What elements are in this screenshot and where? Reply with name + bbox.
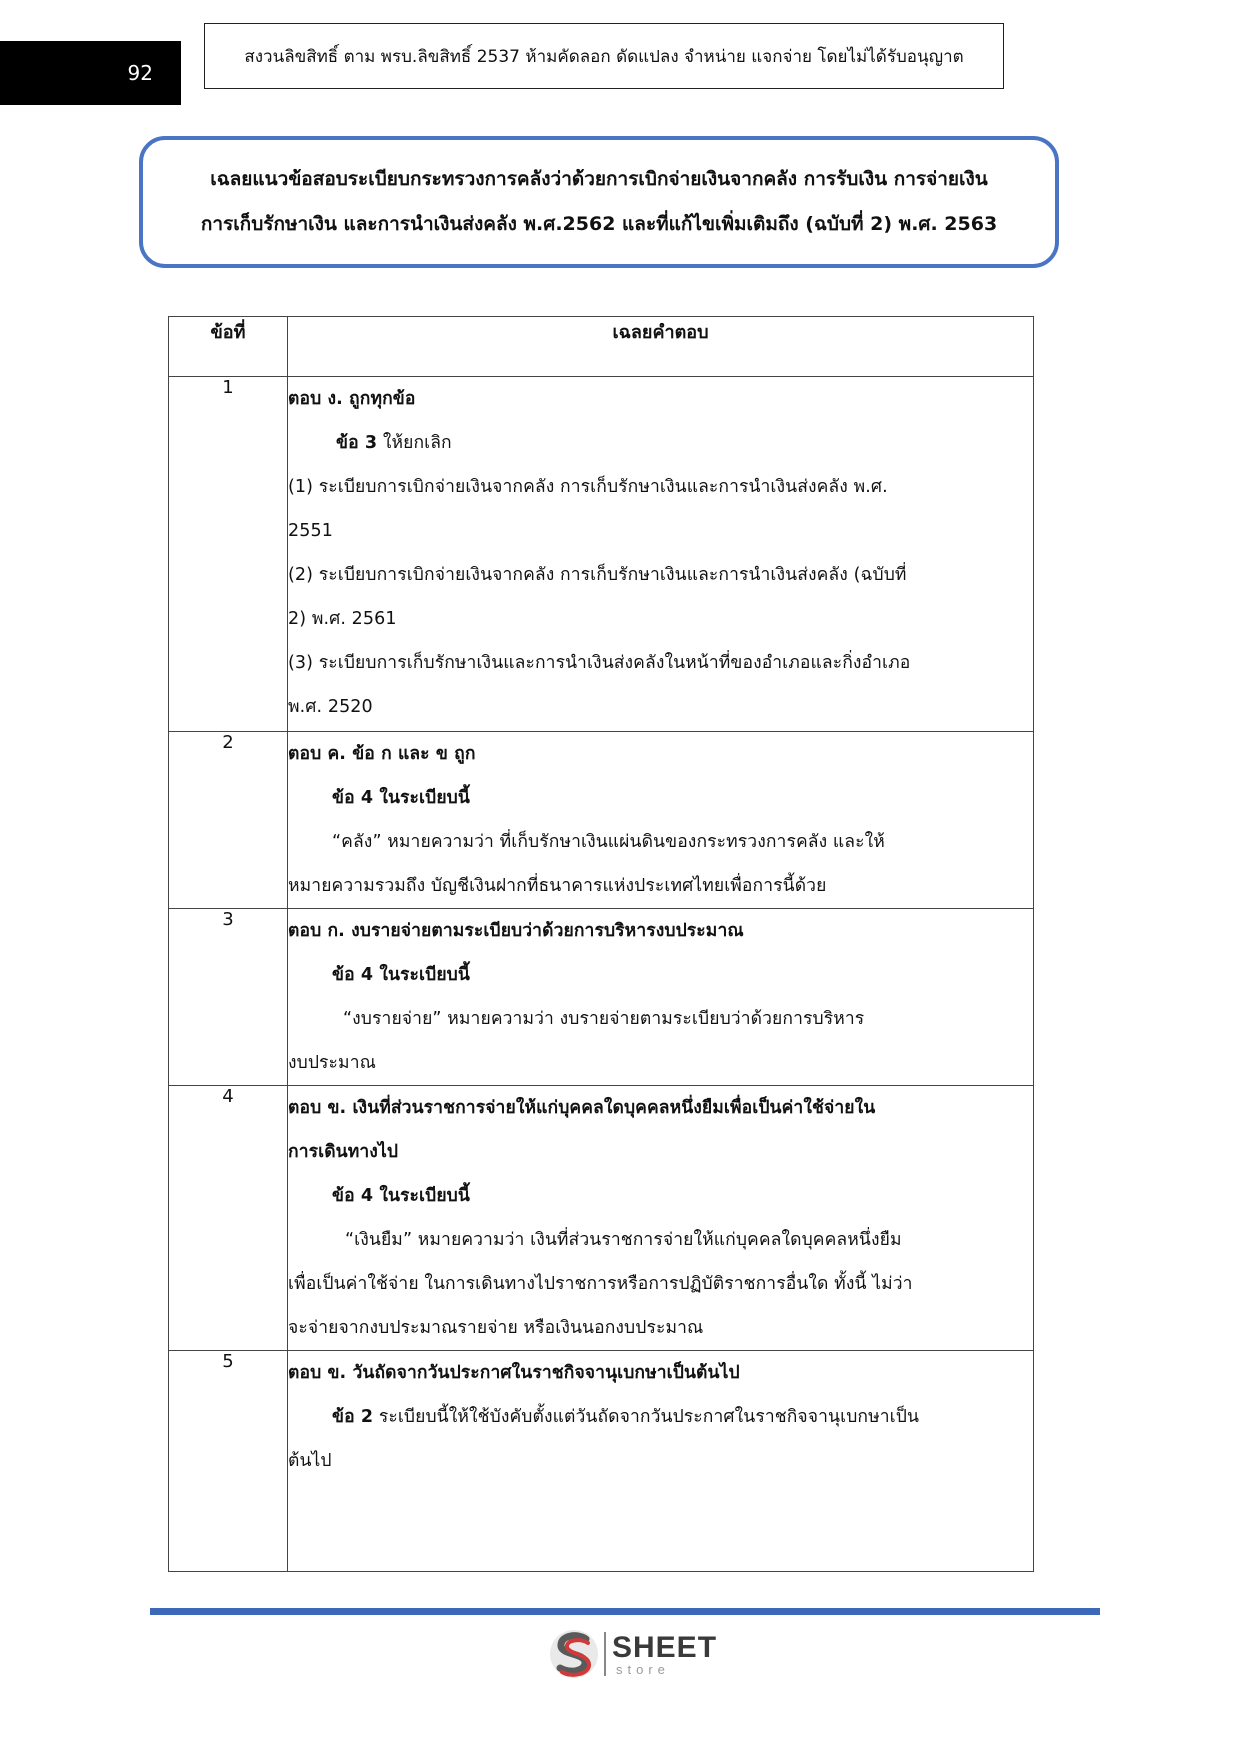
logo-sub-text: store	[616, 1661, 670, 1677]
clause-ref: ข้อ 3	[336, 433, 378, 453]
footer-rule	[150, 1608, 1100, 1615]
explanation-line: งบประมาณ	[288, 1053, 376, 1073]
explanation-line: “คลัง” หมายความว่า ที่เก็บรักษาเงินแผ่นดินของกระทรวงการคลัง และให้	[332, 832, 885, 852]
explanation-line: “งบรายจ่าย” หมายความว่า งบรายจ่ายตามระเบียบว่าด้วยการบริหาร	[343, 1009, 865, 1029]
question-number: 2	[169, 732, 288, 909]
clause-ref: ข้อ 2	[332, 1407, 374, 1427]
answer-choice: ตอบ ค. ข้อ ก และ ข ถูก	[288, 744, 476, 764]
clause-ref: ข้อ 4 ในระเบียบนี้	[332, 788, 470, 808]
table-row	[169, 1086, 1034, 1351]
logo-text	[612, 1630, 718, 1677]
header-number: ข้อที่	[169, 317, 288, 377]
explanation-line: (2) ระเบียบการเบิกจ่ายเงินจากคลัง การเก็บรักษาเงินและการนำเงินส่งคลัง (ฉบับที่	[288, 565, 907, 585]
table-row	[169, 1351, 1034, 1572]
clause-ref: ข้อ 4 ในระเบียบนี้	[332, 965, 470, 985]
explanation-line: (3) ระเบียบการเก็บรักษาเงินและการนำเงินส่งคลังในหน้าที่ของอำเภอและกิ่งอำเภอ	[288, 653, 911, 673]
question-number: 1	[169, 377, 288, 732]
document-title	[139, 136, 1059, 268]
question-number: 4	[169, 1086, 288, 1351]
table-row	[169, 732, 1034, 909]
answer-cell	[288, 732, 1034, 909]
question-number: 5	[169, 1351, 288, 1572]
question-number: 3	[169, 909, 288, 1086]
answer-table	[168, 316, 1034, 1572]
page-number: 92	[0, 41, 181, 105]
answer-cell	[288, 377, 1034, 732]
sheet-store-logo	[548, 1626, 717, 1682]
table-row	[169, 909, 1034, 1086]
explanation-line: 2) พ.ศ. 2561	[288, 609, 397, 629]
explanation-line: “เงินยืม” หมายความว่า เงินที่ส่วนราชการจ่ายให้แก่บุคคลใดบุคคลหนึ่งยืม	[345, 1230, 902, 1250]
sheet-store-logo-icon	[548, 1627, 600, 1681]
header-answer: เฉลยคำตอบ	[288, 317, 1034, 377]
answer-choice: ตอบ ก. งบรายจ่ายตามระเบียบว่าด้วยการบริหารงบประมาณ	[288, 921, 744, 941]
answer-cell	[288, 1351, 1034, 1572]
explanation-line: พ.ศ. 2520	[288, 697, 373, 717]
explanation-line: หมายความรวมถึง บัญชีเงินฝากที่ธนาคารแห่งประเทศไทยเพื่อการนี้ด้วย	[288, 876, 827, 896]
title-line-1: เฉลยแนวข้อสอบระเบียบกระทรวงการคลังว่าด้วยการเบิกจ่ายเงินจากคลัง การรับเงิน การจ่ายเงิน	[210, 168, 988, 190]
clause-line	[288, 421, 1033, 465]
title-line-2: การเก็บรักษาเงิน และการนำเงินส่งคลัง พ.ศ.2562 และที่แก้ไขเพิ่มเติมถึง (ฉบับที่ 2) พ.ศ. 2563	[200, 213, 998, 235]
clause-text: ให้ยกเลิก	[377, 433, 452, 453]
explanation-line: จะจ่ายจากงบประมาณรายจ่าย หรือเงินนอกงบประมาณ	[288, 1318, 704, 1338]
clause-text: ระเบียบนี้ให้ใช้บังคับตั้งแต่วันถัดจากวันประกาศในราชกิจจานุเบกษาเป็น	[373, 1407, 920, 1427]
answer-cell	[288, 909, 1034, 1086]
answer-cell	[288, 1086, 1034, 1351]
explanation-line: 2551	[288, 521, 333, 541]
logo-main-text: SHEET	[612, 1630, 718, 1664]
answer-choice: ตอบ ข. เงินที่ส่วนราชการจ่ายให้แก่บุคคลใดบุคคลหนึ่งยืมเพื่อเป็นค่าใช้จ่ายใน	[288, 1098, 876, 1118]
clause-ref: ข้อ 4 ในระเบียบนี้	[332, 1186, 470, 1206]
answer-choice-cont: การเดินทางไป	[288, 1142, 399, 1162]
explanation-line: (1) ระเบียบการเบิกจ่ายเงินจากคลัง การเก็บรักษาเงินและการนำเงินส่งคลัง พ.ศ.	[288, 477, 888, 497]
explanation-line: ต้นไป	[288, 1451, 332, 1471]
table-row	[169, 377, 1034, 732]
answer-choice: ตอบ ง. ถูกทุกข้อ	[288, 389, 416, 409]
clause-line	[288, 1395, 1033, 1439]
explanation-line: เพื่อเป็นค่าใช้จ่าย ในการเดินทางไปราชการหรือการปฏิบัติราชการอื่นใด ทั้งนี้ ไม่ว่า	[288, 1274, 913, 1294]
table-header-row	[169, 317, 1034, 377]
logo-divider	[604, 1632, 606, 1676]
answer-choice: ตอบ ข. วันถัดจากวันประกาศในราชกิจจานุเบกษาเป็นต้นไป	[288, 1363, 740, 1383]
copyright-notice: สงวนลิขสิทธิ์ ตาม พรบ.ลิขสิทธิ์ 2537 ห้ามคัดลอก ดัดแปลง จำหน่าย แจกจ่าย โดยไม่ได้รับอนุญาต	[204, 23, 1004, 89]
